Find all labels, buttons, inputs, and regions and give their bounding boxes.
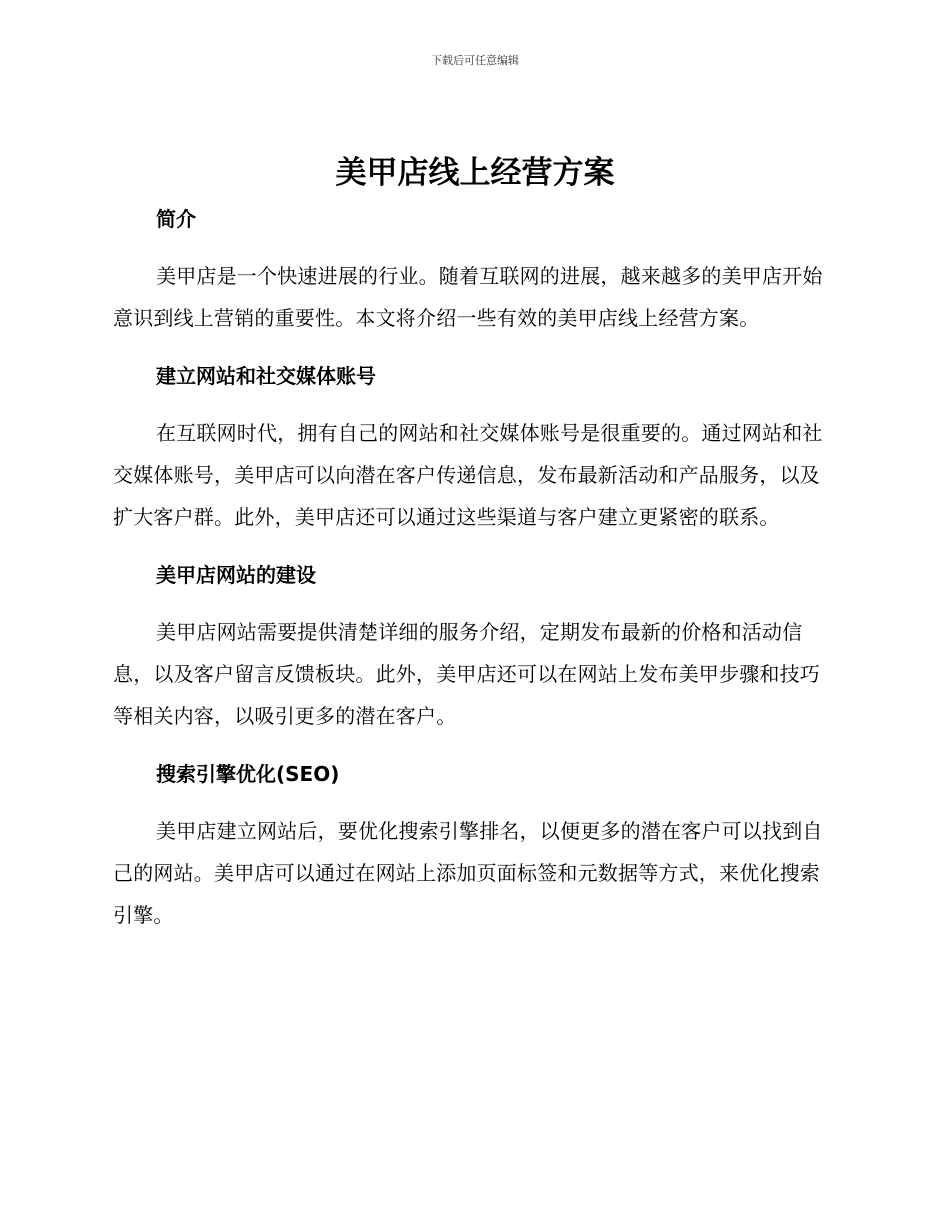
section-heading-intro: 简介 [156,207,196,231]
section-paragraph-seo: 美甲店建立网站后，要优化搜索引擎排名，以便更多的潜在客户可以找到自己的网站。美甲店可以通过在网站上添加页面标签和元数据等方式，来优化搜索引擎。 [113,819,823,927]
document-body [113,202,831,936]
document-title: 美甲店线上经营方案 [335,155,615,191]
header-note: 下载后可任意编辑 [431,54,519,67]
section-heading-seo: 搜索引擎优化(SEO) [156,762,340,786]
section-heading-website-build: 美甲店网站的建设 [156,563,316,587]
section-paragraph-website-social: 在互联网时代，拥有自己的网站和社交媒体账号是很重要的。通过网站和社交媒体账号，美甲店可以向潜在客户传递信息，发布最新活动和产品服务，以及扩大客户群。此外，美甲店还可以通过这些渠道与客户建立更紧密的联系。 [113,421,823,529]
section-heading-website-social: 建立网站和社交媒体账号 [156,364,376,388]
section-paragraph-website-build: 美甲店网站需要提供清楚详细的服务介绍，定期发布最新的价格和活动信息，以及客户留言反馈板块。此外，美甲店还可以在网站上发布美甲步骤和技巧等相关内容，以吸引更多的潜在客户。 [113,620,820,728]
section-paragraph-intro: 美甲店是一个快速进展的行业。随着互联网的进展，越来越多的美甲店开始意识到线上营销的重要性。本文将介绍一些有效的美甲店线上经营方案。 [113,264,823,330]
